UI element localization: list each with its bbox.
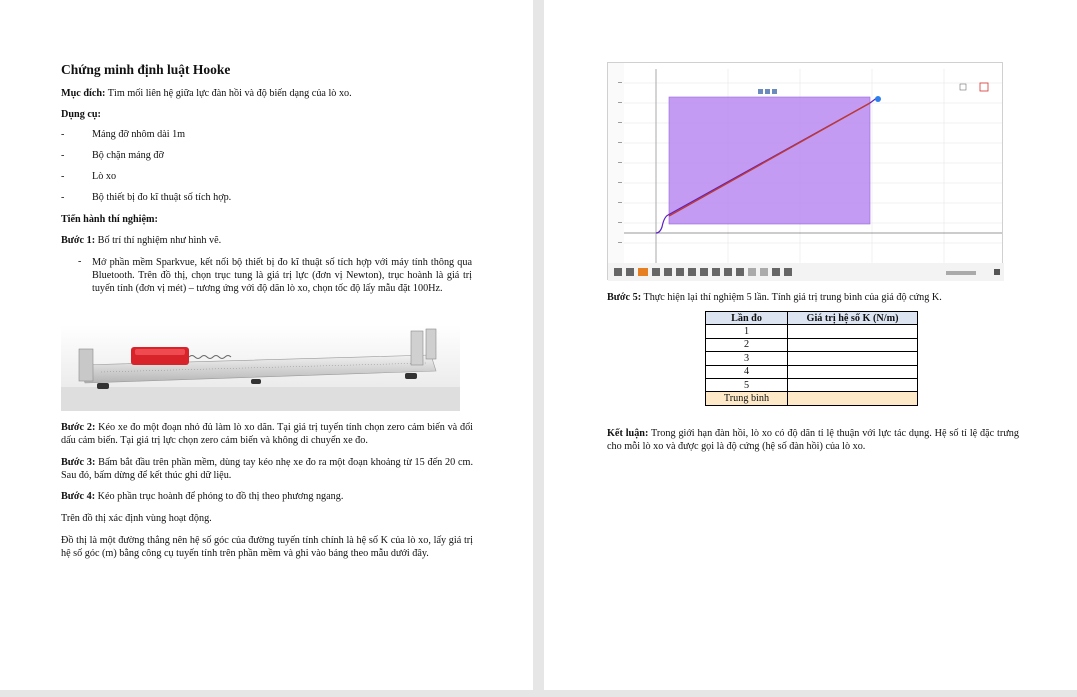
k-value-cell[interactable] — [788, 338, 918, 351]
k-value-cell[interactable] — [788, 365, 918, 378]
bullet-dash: - — [61, 150, 65, 161]
sparkvue-screenshot — [607, 62, 1003, 280]
toolbar-tool-icons[interactable] — [614, 268, 792, 276]
equipment-item: Lò xo — [92, 171, 117, 182]
step5-paragraph — [607, 291, 1047, 304]
k-value-cell[interactable] — [788, 352, 918, 365]
slope-paragraph: Đồ thị là một đường thẳng nên hệ số góc của đường tuyến tính chính là hệ số K của lò xo, lấy giá trị hệ số góc (m) bằng công cụ tuyến tính trên phần mềm và ghi vào bảng theo mẫu dưới đây. — [61, 535, 473, 559]
bullet-dash: - — [61, 171, 65, 182]
force-extension-chart — [608, 63, 1004, 281]
sub-bullet-dash: - — [78, 256, 82, 267]
purpose-text: Tìm mối liên hệ giữa lực đàn hồi và độ biến dạng của lò xo. — [105, 88, 352, 99]
step3-paragraph — [61, 456, 473, 482]
equipment-item: Máng đỡ nhôm dài 1m — [92, 129, 186, 140]
step4-paragraph — [61, 490, 473, 503]
bullet-dash: - — [61, 192, 65, 203]
step1-label: Bước 1: — [61, 235, 96, 246]
average-value-cell[interactable] — [788, 392, 918, 405]
step3-label: Bước 3: — [61, 457, 96, 468]
procedure-heading: Tiến hành thí nghiệm: — [61, 214, 158, 225]
step1-paragraph — [61, 234, 473, 247]
trial-number: 1 — [706, 325, 788, 338]
apparatus-photo — [61, 325, 460, 411]
table-row — [706, 352, 918, 365]
step4-text: Kéo phần trục hoành để phóng to đồ thị theo phương ngang. — [95, 491, 344, 502]
trial-number: 3 — [706, 352, 788, 365]
conclusion-paragraph — [607, 427, 1019, 453]
equipment-item: Bộ thiết bị đo kĩ thuật số tích hợp. — [92, 192, 232, 203]
k-value-cell[interactable] — [788, 378, 918, 391]
left-page — [0, 0, 533, 690]
step2-text: Kéo xe đo một đoạn nhỏ đủ làm lò xo dãn. Tại giá trị tuyến tính chọn zero cảm biến và đổi dấu cảm biến. Tại giá trị lực chọn zero cảm biến và không di chuyển xe đo. — [61, 422, 473, 446]
right-page — [544, 0, 1077, 690]
step2-label: Bước 2: — [61, 422, 96, 433]
toolbar-corner-icon[interactable] — [994, 269, 1000, 275]
bullet-dash: - — [61, 129, 65, 140]
conclusion-text: Trong giới hạn đàn hồi, lò xo có độ dãn tỉ lệ thuận với lực tác dụng. Hệ số tỉ lệ đặc trưng cho mỗi lò xo và được gọi là độ cứng (hệ số đàn hồi) của lò xo. — [607, 428, 1019, 452]
toolbar-label-bar — [946, 271, 976, 275]
average-label: Trung bình — [706, 392, 788, 405]
step4-label: Bước 4: — [61, 491, 96, 502]
table-average-row — [706, 392, 918, 405]
k-value-cell[interactable] — [788, 325, 918, 338]
purpose-label: Mục đích: — [61, 88, 106, 99]
conclusion-label: Kết luận: — [607, 428, 649, 439]
table-row — [706, 325, 918, 338]
table-row — [706, 365, 918, 378]
legend-color-swatch[interactable] — [980, 83, 988, 91]
equipment-item: Bộ chặn máng đỡ — [92, 150, 164, 161]
legend-checkbox[interactable] — [960, 84, 966, 90]
table-row — [706, 378, 918, 391]
selection-handle[interactable] — [875, 96, 881, 102]
chart-top-icons[interactable] — [758, 89, 777, 94]
step1-text: Bố trí thí nghiệm như hình vẽ. — [95, 235, 222, 246]
region-paragraph: Trên đồ thị xác định vùng hoạt động. — [61, 513, 212, 524]
step3-text: Bấm bắt đầu trên phần mềm, dùng tay kéo nhẹ xe đo ra một đoạn khoảng từ 15 đến 20 cm. Sau đó, bấm dừng để kết thúc ghi dữ liệu. — [61, 457, 474, 481]
table-header-trial: Lần đo — [706, 312, 788, 325]
table-header-k: Giá trị hệ số K (N/m) — [788, 312, 918, 325]
page-title: Chứng minh định luật Hooke — [61, 62, 231, 77]
table-row — [706, 338, 918, 351]
step2-paragraph — [61, 421, 473, 447]
step1-detail: Mở phần mềm Sparkvue, kết nối bộ thiết bị đo kĩ thuật số tích hợp với máy tính thông qua Bluetooth. Trên đồ thị, chọn trục tung là giá trị lực (đơn vị Newton), trục hoành là giá trị tuyến tính (đơn vị mét) – tương ứng với độ dãn lò xo, chọn tốc độ lấy mẫu đặt 100Hz. — [92, 257, 472, 294]
step5-text: Thực hiện lại thí nghiệm 5 lần. Tính giá trị trung bình của giá độ cứng K. — [641, 292, 942, 303]
purpose-paragraph — [61, 87, 473, 100]
selection-region[interactable] — [669, 97, 870, 224]
equipment-heading: Dụng cụ: — [61, 109, 101, 120]
trial-number: 2 — [706, 338, 788, 351]
step5-label: Bước 5: — [607, 292, 642, 303]
k-value-table — [705, 311, 918, 406]
trial-number: 5 — [706, 378, 788, 391]
trial-number: 4 — [706, 365, 788, 378]
